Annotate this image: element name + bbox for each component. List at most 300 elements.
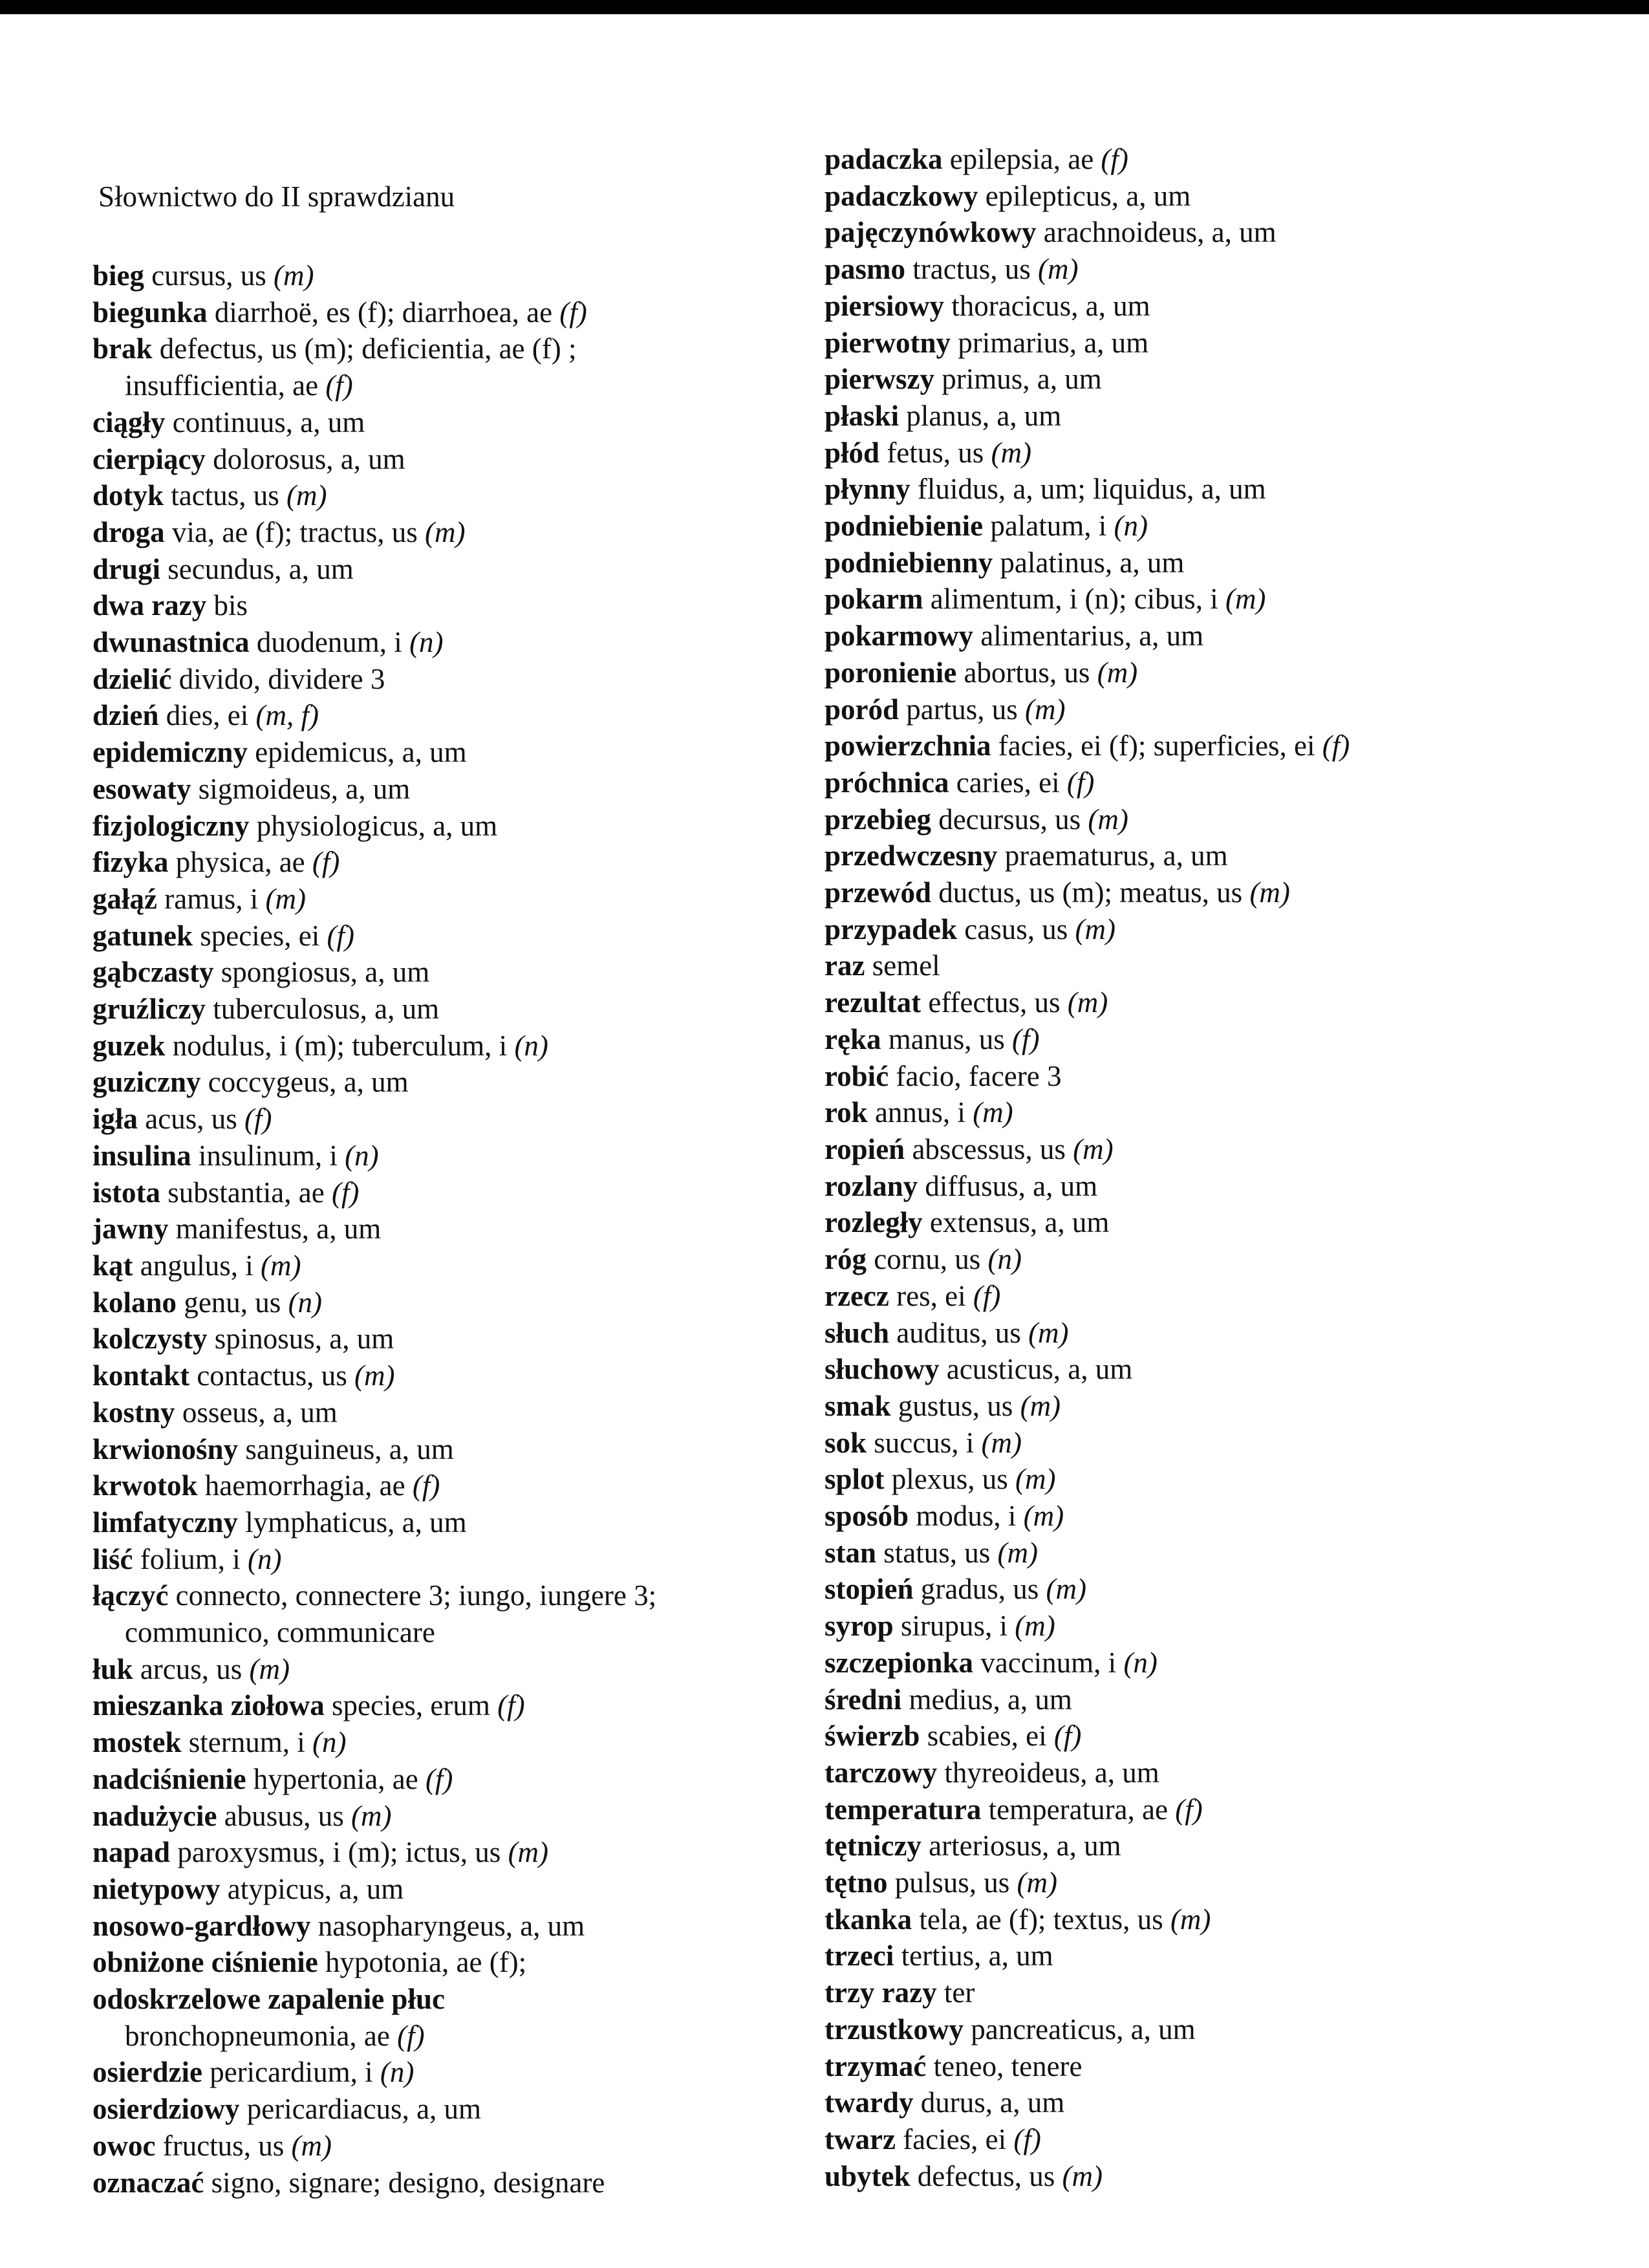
vocabulary-entry xyxy=(92,2091,778,2128)
vocabulary-entry xyxy=(92,1028,778,1064)
latin-definition: tractus, us xyxy=(905,253,1038,286)
polish-term: guzek xyxy=(92,1029,166,1062)
polish-term: syrop xyxy=(824,1610,894,1643)
vocabulary-entry xyxy=(92,404,778,441)
latin-definition: nasopharyngeus, a, um xyxy=(310,1909,585,1942)
latin-definition: species, erum xyxy=(324,1689,498,1722)
latin-definition: fetus, us xyxy=(879,436,991,469)
vocabulary-entry xyxy=(824,691,1600,728)
vocabulary-entry xyxy=(824,1278,1600,1315)
latin-definition: spinosus, a, um xyxy=(207,1323,394,1355)
vocabulary-entry xyxy=(92,1247,778,1284)
polish-term: tkanka xyxy=(824,1903,912,1936)
polish-term: kontakt xyxy=(92,1359,190,1392)
polish-term: płód xyxy=(824,436,880,469)
polish-term: odoskrzelowe zapalenie płuc xyxy=(92,1983,445,2016)
vocabulary-entry xyxy=(824,288,1600,325)
polish-term: dzielić xyxy=(92,662,172,695)
polish-term: świerzb xyxy=(824,1720,920,1753)
polish-term: jawny xyxy=(92,1213,169,1246)
latin-definition: defectus, us xyxy=(910,2159,1062,2192)
latin-definition: folium, i xyxy=(133,1542,248,1575)
polish-term: słuchowy xyxy=(824,1353,940,1386)
vocabulary-entry xyxy=(824,1388,1600,1425)
vocabulary-entry xyxy=(92,881,778,918)
latin-definition: defectus, us (m); deficientia, ae (f) ; xyxy=(152,332,577,365)
polish-term: krwotok xyxy=(92,1469,198,1502)
gender-marker: (n) xyxy=(1114,510,1148,543)
polish-term: padaczkowy xyxy=(824,179,978,212)
polish-term: przewód xyxy=(824,876,931,909)
gender-marker: (m) xyxy=(354,1359,395,1392)
latin-definition: facies, ei (f); superficies, ei xyxy=(991,729,1322,762)
vocabulary-entry xyxy=(92,624,778,661)
vocabulary-entry xyxy=(824,2011,1600,2048)
gender-marker: (m, f) xyxy=(255,699,319,732)
gender-marker: (m) xyxy=(1015,1610,1055,1643)
gender-marker: (m) xyxy=(1046,1573,1086,1606)
polish-term: pokarm xyxy=(824,583,923,616)
latin-definition: pericardiacus, a, um xyxy=(239,2093,482,2126)
vocabulary-entry xyxy=(824,1608,1600,1645)
vocabulary-entry xyxy=(824,398,1600,435)
gender-marker: (f) xyxy=(1053,1720,1082,1753)
entry-continuation xyxy=(92,2018,778,2055)
vocabulary-entry xyxy=(824,728,1600,764)
polish-term: sok xyxy=(824,1426,867,1459)
gender-marker: (m) xyxy=(249,1652,290,1685)
gender-marker: (f) xyxy=(327,919,354,952)
latin-definition: paroxysmus, i (m); ictus, us xyxy=(170,1836,508,1869)
vocabulary-entry xyxy=(824,1645,1600,1681)
latin-definition: hypertonia, ae xyxy=(246,1762,426,1795)
latin-definition: fluidus, a, um; liquidus, a, um xyxy=(910,473,1266,506)
polish-term: kąt xyxy=(92,1249,133,1282)
polish-term: brak xyxy=(92,332,153,365)
gender-marker: (m) xyxy=(1038,253,1079,286)
polish-term: pokarmowy xyxy=(824,620,974,653)
vocabulary-entry xyxy=(92,551,778,588)
polish-term: piersiowy xyxy=(824,289,944,322)
latin-definition: continuus, a, um xyxy=(165,405,365,438)
vocabulary-entry xyxy=(92,1834,778,1871)
polish-term: dwa razy xyxy=(92,589,207,622)
polish-term: ręka xyxy=(824,1022,881,1055)
vocabulary-entry xyxy=(92,1357,778,1394)
gender-marker: (n) xyxy=(380,2056,415,2089)
gender-marker: (n) xyxy=(1123,1646,1158,1679)
vocabulary-entry xyxy=(824,435,1600,471)
gender-marker: (m) xyxy=(1088,803,1128,836)
latin-definition: hypotonia, ae (f); xyxy=(318,1946,527,1979)
vocabulary-entry xyxy=(92,1798,778,1835)
polish-term: mostek xyxy=(92,1726,182,1759)
vocabulary-entry xyxy=(824,764,1600,801)
vocabulary-entry xyxy=(92,2165,778,2201)
vocabulary-entry xyxy=(92,1138,778,1174)
vocabulary-entry xyxy=(824,1828,1600,1864)
gender-marker: (m) xyxy=(981,1426,1022,1459)
gender-marker: (m) xyxy=(351,1799,392,1832)
gender-marker: (n) xyxy=(514,1029,548,1062)
vocabulary-entry xyxy=(824,2048,1600,2085)
latin-definition: thyreoideus, a, um xyxy=(937,1756,1159,1789)
latin-definition: dies, ei xyxy=(158,699,256,732)
vocabulary-entry xyxy=(92,1687,778,1724)
latin-definition: ductus, us (m); meatus, us xyxy=(931,876,1250,909)
latin-definition: pericardium, i xyxy=(202,2056,380,2089)
polish-term: słuch xyxy=(824,1316,890,1349)
polish-term: nietypowy xyxy=(92,1872,221,1905)
latin-definition: facies, ei xyxy=(895,2122,1014,2155)
gender-marker: (m) xyxy=(1067,986,1108,1019)
gender-marker: (m) xyxy=(508,1836,549,1869)
polish-term: rezultat xyxy=(824,986,921,1019)
latin-definition: insufficientia, ae xyxy=(125,369,326,402)
vocabulary-entry xyxy=(92,1284,778,1321)
gender-marker: (m) xyxy=(1015,1463,1056,1496)
polish-term: esowaty xyxy=(92,772,191,805)
vocabulary-entry xyxy=(92,1101,778,1138)
latin-definition: auditus, us xyxy=(889,1316,1029,1349)
entry-continuation xyxy=(92,1614,778,1651)
vocabulary-entry xyxy=(92,1981,778,2018)
gender-marker: (n) xyxy=(345,1139,379,1172)
vocabulary-entry xyxy=(92,1064,778,1101)
polish-term: pasmo xyxy=(824,253,906,286)
latin-definition: praematurus, a, um xyxy=(997,839,1228,872)
polish-term: sposób xyxy=(824,1500,909,1533)
vocabulary-entry xyxy=(92,330,778,367)
polish-term: nosowo-gardłowy xyxy=(92,1909,311,1942)
polish-term: fizjologiczny xyxy=(92,809,250,842)
latin-definition: alimentarius, a, um xyxy=(973,620,1204,653)
latin-definition: semel xyxy=(865,949,940,982)
gender-marker: (f) xyxy=(1013,2122,1041,2155)
vocabulary-entry xyxy=(92,1944,778,1981)
polish-term: przypadek xyxy=(824,913,958,945)
polish-term: obniżone ciśnienie xyxy=(92,1946,318,1979)
latin-definition: abusus, us xyxy=(217,1799,352,1832)
gender-marker: (m) xyxy=(1023,1500,1064,1533)
scan-edge xyxy=(0,0,1649,14)
vocabulary-entry xyxy=(824,837,1600,874)
latin-definition: extensus, a, um xyxy=(922,1206,1110,1239)
gender-marker: (m) xyxy=(1075,913,1116,945)
latin-definition: contactus, us xyxy=(189,1359,355,1392)
vocabulary-entry xyxy=(92,2054,778,2091)
latin-definition: ter xyxy=(936,1976,975,2009)
gender-marker: (f) xyxy=(412,1469,440,1502)
latin-definition: diffusus, a, um xyxy=(918,1169,1098,1202)
latin-definition: connecto, connectere 3; iungo, iungere 3; xyxy=(168,1579,657,1612)
vocabulary-entry xyxy=(92,1321,778,1357)
latin-definition: caries, ei xyxy=(949,766,1067,799)
vocabulary-entry xyxy=(824,1535,1600,1571)
entry-continuation xyxy=(92,367,778,404)
latin-definition: temperatura, ae xyxy=(981,1793,1176,1826)
polish-term: kolczysty xyxy=(92,1323,208,1355)
polish-term: ciągły xyxy=(92,405,166,438)
vocabulary-entry xyxy=(824,1425,1600,1462)
polish-term: dzień xyxy=(92,699,159,732)
vocabulary-entry xyxy=(824,471,1600,508)
polish-term: szczepionka xyxy=(824,1646,973,1679)
latin-definition: signo, signare; designo, designare xyxy=(204,2166,605,2199)
polish-term: robić xyxy=(824,1059,889,1092)
latin-definition: angulus, i xyxy=(133,1249,261,1282)
polish-term: rozległy xyxy=(824,1206,923,1239)
gender-marker: (f) xyxy=(559,296,587,329)
latin-definition: bis xyxy=(206,589,248,622)
gender-marker: (m) xyxy=(1073,1132,1114,1165)
vocabulary-entry xyxy=(92,1431,778,1468)
latin-definition: sternum, i xyxy=(181,1726,312,1759)
latin-definition: tertius, a, um xyxy=(894,1939,1053,1972)
polish-term: tarczowy xyxy=(824,1756,938,1789)
latin-definition: osseus, a, um xyxy=(175,1396,338,1429)
polish-term: nadużycie xyxy=(92,1799,217,1832)
polish-term: pierwotny xyxy=(824,326,951,359)
latin-definition: manus, us xyxy=(881,1022,1012,1055)
latin-definition: status, us xyxy=(876,1536,998,1569)
polish-term: rzecz xyxy=(824,1279,889,1312)
vocabulary-entry xyxy=(824,1791,1600,1828)
vocabulary-entry xyxy=(824,947,1600,984)
polish-term: bieg xyxy=(92,259,145,292)
polish-term: twarz xyxy=(824,2122,896,2155)
polish-term: trzustkowy xyxy=(824,2013,964,2046)
vocabulary-entry xyxy=(824,2084,1600,2121)
vocabulary-entry xyxy=(92,477,778,514)
polish-term: róg xyxy=(824,1243,867,1276)
gender-marker: (m) xyxy=(265,882,306,915)
latin-definition: arcus, us xyxy=(133,1652,250,1685)
polish-term: trzymać xyxy=(824,2049,927,2082)
latin-definition: divido, dividere 3 xyxy=(171,662,385,695)
polish-term: gruźliczy xyxy=(92,993,206,1026)
latin-definition: dolorosus, a, um xyxy=(205,442,405,475)
latin-definition: succus, i xyxy=(867,1426,982,1459)
latin-definition: substantia, ae xyxy=(160,1176,332,1209)
vocabulary-entry xyxy=(824,801,1600,838)
vocabulary-entry xyxy=(92,1724,778,1761)
gender-marker: (f) xyxy=(1101,143,1128,175)
polish-term: osierdziowy xyxy=(92,2093,240,2126)
polish-term: gąbczasty xyxy=(92,956,214,989)
gender-marker: (m) xyxy=(1020,1389,1061,1422)
polish-term: ropień xyxy=(824,1132,905,1165)
vocabulary-entry xyxy=(824,1498,1600,1535)
polish-term: fizyka xyxy=(92,846,169,879)
polish-term: poronienie xyxy=(824,656,957,689)
vocabulary-entry xyxy=(824,1681,1600,1718)
latin-definition: cornu, us xyxy=(866,1243,988,1276)
gender-marker: (f) xyxy=(1322,729,1350,762)
latin-definition: vaccinum, i xyxy=(973,1646,1124,1679)
polish-term: trzeci xyxy=(824,1939,894,1972)
gender-marker: (f) xyxy=(325,369,353,402)
latin-definition: arachnoideus, a, um xyxy=(1036,216,1277,249)
polish-term: napad xyxy=(92,1836,171,1869)
vocabulary-entry xyxy=(92,1577,778,1614)
latin-definition: casus, us xyxy=(957,913,1075,945)
polish-term: przedwczesny xyxy=(824,839,998,872)
vocabulary-entry xyxy=(824,1241,1600,1278)
polish-term: kolano xyxy=(92,1286,177,1319)
latin-definition: cursus, us xyxy=(144,259,274,292)
polish-term: kostny xyxy=(92,1396,175,1429)
vocabulary-entry xyxy=(92,918,778,955)
vocabulary-entry xyxy=(92,954,778,991)
polish-term: oznaczać xyxy=(92,2166,204,2199)
gender-marker: (m) xyxy=(291,2129,332,2162)
vocabulary-entry xyxy=(92,1211,778,1247)
gender-marker: (m) xyxy=(991,436,1032,469)
polish-term: płynny xyxy=(824,473,911,506)
gender-marker: (m) xyxy=(261,1249,301,1282)
latin-definition: acusticus, a, um xyxy=(939,1353,1133,1386)
latin-definition: gustus, us xyxy=(890,1389,1020,1422)
vocabulary-entry xyxy=(92,2128,778,2165)
page-title: Słownictwo do II sprawdzianu xyxy=(98,180,455,213)
vocabulary-entry xyxy=(824,1131,1600,1168)
polish-term: osierdzie xyxy=(92,2056,202,2089)
vocabulary-entry xyxy=(824,1094,1600,1131)
vocabulary-column-right xyxy=(824,141,1600,2194)
vocabulary-entry xyxy=(824,874,1600,911)
vocabulary-entry xyxy=(92,514,778,551)
polish-term: ubytek xyxy=(824,2159,911,2192)
polish-term: nadciśnienie xyxy=(92,1762,246,1795)
polish-term: limfatyczny xyxy=(92,1506,238,1539)
latin-definition: via, ae (f); tractus, us xyxy=(164,515,426,548)
vocabulary-entry xyxy=(92,1871,778,1908)
polish-term: krwionośny xyxy=(92,1432,239,1465)
vocabulary-entry xyxy=(92,294,778,331)
vocabulary-entry xyxy=(92,697,778,734)
latin-definition: medius, a, um xyxy=(901,1683,1072,1716)
polish-term: padaczka xyxy=(824,143,943,175)
polish-term: przebieg xyxy=(824,803,931,836)
polish-term: łączyć xyxy=(92,1579,169,1612)
latin-definition: sirupus, i xyxy=(893,1610,1015,1643)
latin-definition: secundus, a, um xyxy=(160,552,354,585)
gender-marker: (f) xyxy=(312,846,340,879)
gender-marker: (m) xyxy=(286,479,327,512)
gender-marker: (f) xyxy=(973,1279,1001,1312)
polish-term: gałąź xyxy=(92,882,157,915)
gender-marker: (f) xyxy=(1175,1793,1203,1826)
latin-definition: facio, facere 3 xyxy=(889,1059,1062,1092)
polish-term: pierwszy xyxy=(824,363,934,396)
vocabulary-entry xyxy=(824,654,1600,691)
latin-definition: planus, a, um xyxy=(899,399,1062,432)
vocabulary-entry xyxy=(824,1021,1600,1058)
polish-term: podniebienny xyxy=(824,546,993,579)
vocabulary-entry xyxy=(824,1718,1600,1755)
latin-definition: manifestus, a, um xyxy=(168,1213,382,1246)
vocabulary-entry xyxy=(824,2121,1600,2158)
gender-marker: (f) xyxy=(331,1176,360,1209)
polish-term: smak xyxy=(824,1389,891,1422)
vocabulary-entry xyxy=(824,214,1600,251)
vocabulary-entry xyxy=(824,141,1600,178)
polish-term: gatunek xyxy=(92,919,193,952)
polish-term: stopień xyxy=(824,1573,914,1606)
latin-definition: bronchopneumonia, ae xyxy=(125,2019,398,2052)
vocabulary-entry xyxy=(824,618,1600,654)
gender-marker: (m) xyxy=(1225,583,1266,616)
latin-definition: primus, a, um xyxy=(934,363,1102,396)
polish-term: igła xyxy=(92,1103,138,1136)
gender-marker: (n) xyxy=(987,1243,1022,1276)
latin-definition: physica, ae xyxy=(168,846,312,879)
vocabulary-entry xyxy=(824,251,1600,288)
vocabulary-entry xyxy=(92,1541,778,1578)
latin-definition: nodulus, i (m); tuberculum, i xyxy=(165,1029,515,1062)
polish-term: dotyk xyxy=(92,479,164,512)
latin-definition: haemorrhagia, ae xyxy=(197,1469,413,1502)
polish-term: epidemiczny xyxy=(92,736,248,769)
gender-marker: (m) xyxy=(1025,693,1066,726)
latin-definition: tuberculosus, a, um xyxy=(205,993,440,1026)
vocabulary-entry xyxy=(92,1761,778,1798)
latin-definition: scabies, ei xyxy=(920,1720,1054,1753)
polish-term: cierpiący xyxy=(92,442,206,475)
gender-marker: (f) xyxy=(397,2019,425,2052)
latin-definition: abscessus, us xyxy=(905,1132,1073,1165)
latin-definition: durus, a, um xyxy=(913,2086,1065,2119)
latin-definition: epidemicus, a, um xyxy=(247,736,467,769)
vocabulary-entry xyxy=(824,581,1600,618)
latin-definition: duodenum, i xyxy=(249,626,410,659)
polish-term: raz xyxy=(824,949,865,982)
latin-definition: physiologicus, a, um xyxy=(249,809,498,842)
vocabulary-entry xyxy=(92,771,778,808)
latin-definition: primarius, a, um xyxy=(951,326,1149,359)
gender-marker: (n) xyxy=(312,1726,347,1759)
polish-term: płaski xyxy=(824,399,900,432)
polish-term: trzy razy xyxy=(824,1976,937,2009)
vocabulary-entry xyxy=(824,1461,1600,1498)
vocabulary-entry xyxy=(824,178,1600,215)
latin-definition: lymphaticus, a, um xyxy=(237,1506,467,1539)
vocabulary-entry xyxy=(824,1351,1600,1388)
latin-definition: atypicus, a, um xyxy=(220,1872,404,1905)
polish-term: drugi xyxy=(92,552,161,585)
polish-term: droga xyxy=(92,515,165,548)
polish-term: tętno xyxy=(824,1866,888,1899)
latin-definition: effectus, us xyxy=(921,986,1068,1019)
latin-definition: partus, us xyxy=(899,693,1026,726)
polish-term: liść xyxy=(92,1542,133,1575)
polish-term: guziczny xyxy=(92,1066,201,1099)
vocabulary-entry xyxy=(824,1974,1600,2011)
polish-term: biegunka xyxy=(92,296,208,329)
polish-term: splot xyxy=(824,1463,885,1496)
polish-term: mieszanka ziołowa xyxy=(92,1689,325,1722)
vocabulary-entry xyxy=(92,1908,778,1945)
polish-term: twardy xyxy=(824,2086,914,2119)
vocabulary-entry xyxy=(824,1058,1600,1095)
latin-definition: epilepsia, ae xyxy=(942,143,1101,175)
latin-definition: pancreaticus, a, um xyxy=(963,2013,1196,2046)
latin-definition: pulsus, us xyxy=(887,1866,1017,1899)
polish-term: rok xyxy=(824,1096,868,1129)
vocabulary-entry xyxy=(92,1467,778,1504)
gender-marker: (m) xyxy=(1017,1866,1057,1899)
